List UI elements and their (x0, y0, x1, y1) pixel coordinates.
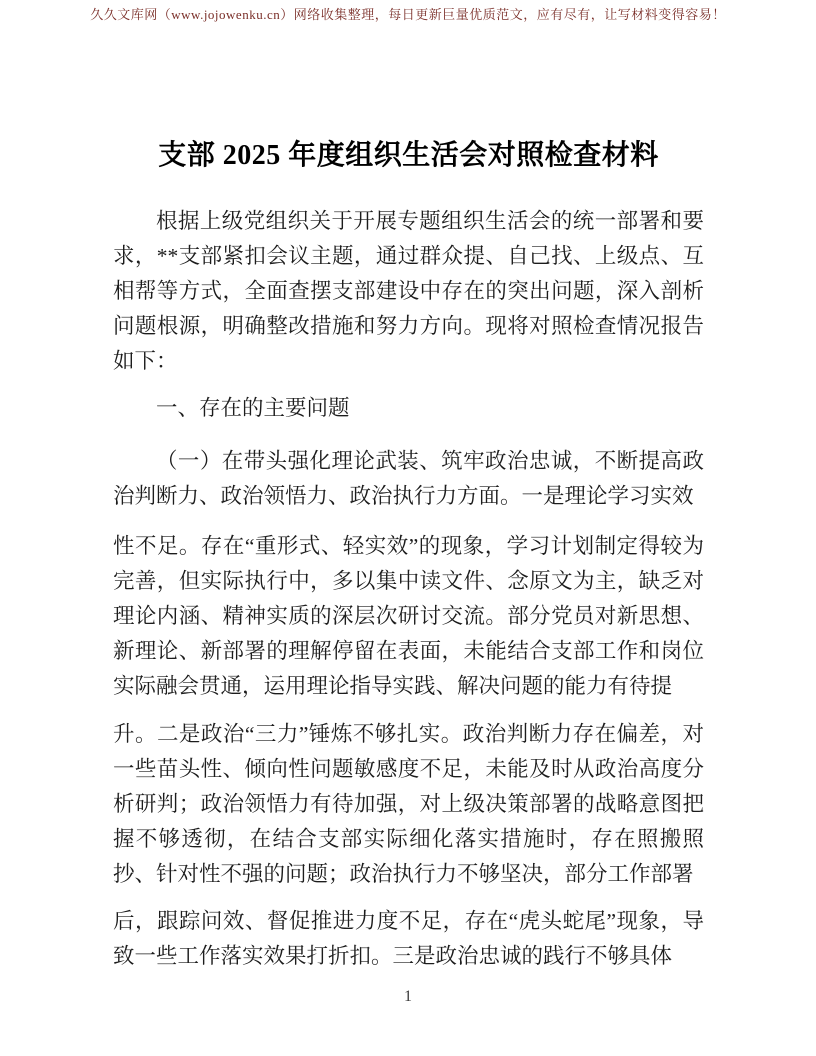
paragraph-item-one-start: （一）在带头强化理论武装、筑牢政治忠诚，不断提高政治判断力、政治领悟力、政治执行力方面。一是理论学习实效 (113, 449, 704, 508)
section-heading-main-problems: 一、存在的主要问题 (156, 396, 350, 420)
paragraph-item-two: 升。二是政治“三力”锤炼不够扎实。政治判断力存在偏差，对一些苗头性、倾向性问题敏感度不足，未能及时从政治高度分析研判；政治领悟力有待加强，对上级决策部署的战略意图把握不够透彻，在结合支部实际细化落实措施时，存在照搬照抄、针对性不强的问题；政治执行力不够坚决，部分工作部署 (113, 722, 704, 886)
paragraph-item-three-start: 后，跟踪问效、督促推进力度不足，存在“虎头蛇尾”现象，导致一些工作落实效果打折扣。三是政治忠诚的践行不够具体 (113, 909, 704, 968)
watermark-header-note: 久久文库网（www.jojowenku.cn）网络收集整理，每日更新巨量优质范文，应有尽有，让写材料变得容易！ (90, 7, 726, 22)
document-title: 支部 2025 年度组织生活会对照检查材料 (158, 140, 659, 171)
page-number: 1 (404, 988, 412, 1005)
document-content (113, 0, 704, 974)
paragraph-item-one-continued: 性不足。存在“重形式、轻实效”的现象，学习计划制定得较为完善，但实际执行中，多以集中读文件、念原文为主，缺乏对理论内涵、精神实质的深层次研讨交流。部分党员对新思想、新理论、新部署的理解停留在表面，未能结合支部工作和岗位实际融会贯通，运用理论指导实践、解决问题的能力有待提 (113, 534, 704, 698)
paragraph-intro: 根据上级党组织关于开展专题组织生活会的统一部署和要求，**支部紧扣会议主题，通过群众提、自己找、上级点、互相帮等方式，全面查摆支部建设中存在的突出问题，深入剖析问题根源，明确整改措施和努力方向。现将对照检查情况报告如下： (113, 209, 704, 373)
